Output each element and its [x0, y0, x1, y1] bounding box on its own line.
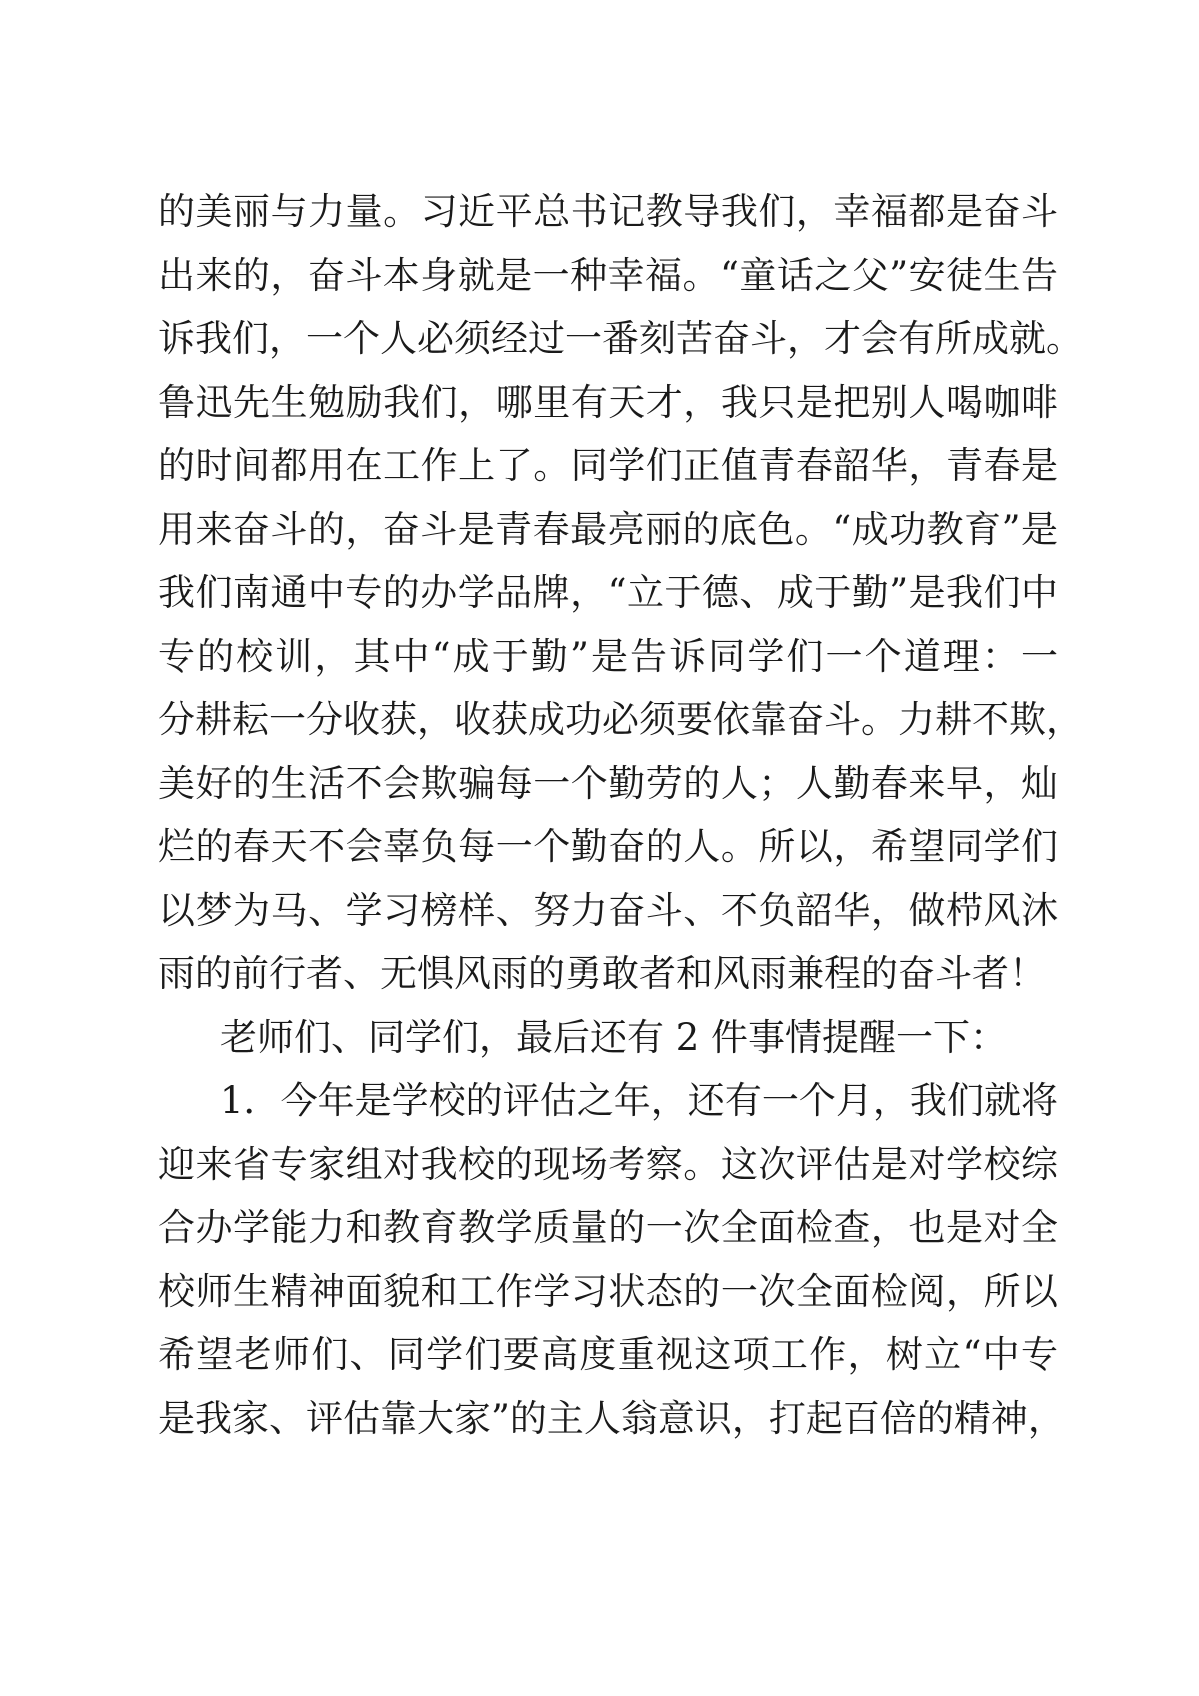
text-line: 希望老师们、同学们要高度重视这项工作，树立“中专	[158, 1333, 1058, 1376]
text-line: 校师生精神面貌和工作学习状态的一次全面检阅，所以	[158, 1269, 1058, 1313]
paragraph-start-line: 老师们、同学们，最后还有 2 件事情提醒一下：	[220, 1015, 1008, 1059]
text-line: 诉我们，一个人必须经过一番刻苦奋斗，才会有所成就。	[158, 317, 1083, 360]
text-line: 分耕耘一分收获，收获成功必须要依靠奋斗。力耕不欺，	[158, 698, 1083, 741]
text-line: 合办学能力和教育教学质量的一次全面检查，也是对全	[158, 1206, 1058, 1249]
body-text	[158, 180, 1083, 1450]
text-line: 迎来省专家组对我校的现场考察。这次评估是对学校综	[158, 1142, 1058, 1186]
text-line: 鲁迅先生勉励我们，哪里有天才，我只是把别人喝咖啡	[158, 380, 1058, 424]
text-line: 美好的生活不会欺骗每一个勤劳的人；人勤春来早，灿	[158, 761, 1058, 805]
text-line: 专的校训，其中“成于勤”是告诉同学们一个道理：一	[158, 634, 1058, 678]
text-line: 的时间都用在工作上了。同学们正值青春韶华，青春是	[158, 444, 1058, 487]
text-line: 用来奋斗的，奋斗是青春最亮丽的底色。“成功教育”是	[158, 507, 1058, 551]
text-line: 是我家、评估靠大家”的主人翁意识，打起百倍的精神，	[158, 1396, 1065, 1440]
text-line: 出来的，奋斗本身就是一种幸福。“童话之父”安徒生告	[158, 253, 1058, 297]
text-line: 的美丽与力量。习近平总书记教导我们，幸福都是奋斗	[158, 190, 1058, 233]
text-line: 烂的春天不会辜负每一个勤奋的人。所以，希望同学们	[158, 825, 1058, 868]
text-line: 雨的前行者、无惧风雨的勇敢者和风雨兼程的奋斗者！	[158, 952, 1046, 995]
text-line: 以梦为马、学习榜样、努力奋斗、不负韶华，做栉风沐	[158, 888, 1058, 932]
text-line: 我们南通中专的办学品牌，“立于德、成于勤”是我们中	[158, 571, 1058, 614]
paragraph-start-line: 1．今年是学校的评估之年，还有一个月，我们就将	[220, 1079, 1058, 1122]
